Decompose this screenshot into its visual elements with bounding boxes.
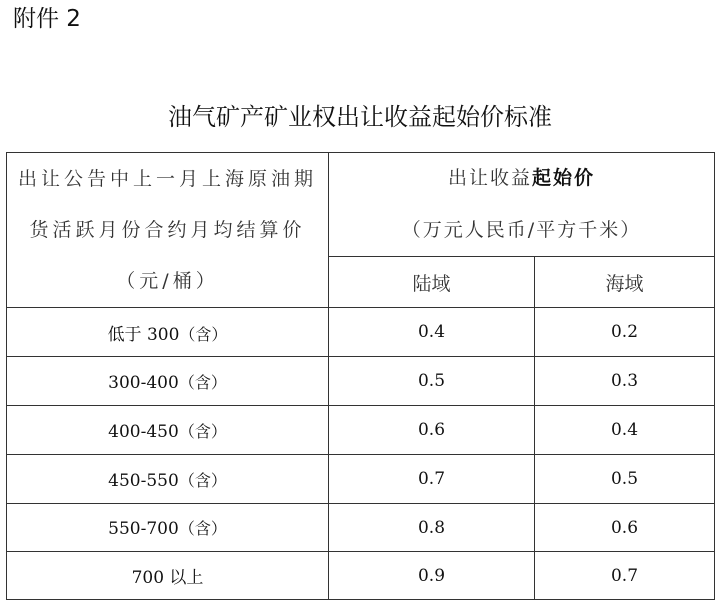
table-row bbox=[7, 308, 715, 357]
oil-price-header-line-3: （元/桶） bbox=[116, 269, 219, 292]
sea-value: 0.5 bbox=[535, 455, 715, 504]
table-row bbox=[7, 357, 715, 406]
price-range: 450-550 bbox=[108, 470, 179, 491]
price-range-cell bbox=[7, 406, 329, 455]
oil-price-header-line-2: 货活跃月份合约月均结算价 bbox=[29, 218, 306, 241]
price-range-cell bbox=[7, 357, 329, 406]
inclusive-note: （含） bbox=[178, 372, 227, 392]
price-range: 300-400 bbox=[108, 372, 179, 393]
sea-value: 0.4 bbox=[535, 406, 715, 455]
price-range: 700 以上 bbox=[131, 568, 204, 588]
attachment-label: 附件 2 bbox=[13, 6, 81, 32]
price-range: 低于 300 bbox=[107, 324, 180, 345]
sea-value: 0.6 bbox=[535, 504, 715, 552]
price-standard-table bbox=[6, 152, 715, 600]
land-value: 0.4 bbox=[329, 308, 535, 357]
sea-value: 0.3 bbox=[535, 357, 715, 406]
inclusive-note: （含） bbox=[178, 470, 227, 490]
table-row bbox=[7, 504, 715, 552]
table-row bbox=[7, 455, 715, 504]
table-row bbox=[7, 552, 715, 600]
land-value: 0.6 bbox=[329, 406, 535, 455]
page-title: 油气矿产矿业权出让收益起始价标准 bbox=[168, 103, 552, 131]
land-value: 0.7 bbox=[329, 455, 535, 504]
land-column-header: 陆域 bbox=[329, 257, 535, 308]
table-row bbox=[7, 406, 715, 455]
starting-price-unit: （万元人民币/平方千米） bbox=[401, 219, 642, 241]
land-value: 0.9 bbox=[329, 552, 535, 600]
price-range: 400-450 bbox=[108, 421, 179, 442]
price-range-cell bbox=[7, 552, 329, 600]
oil-price-header-line-1: 出让公告中上一月上海原油期 bbox=[17, 167, 317, 190]
inclusive-note: （含） bbox=[179, 324, 228, 344]
inclusive-note: （含） bbox=[178, 519, 227, 538]
inclusive-note: （含） bbox=[178, 421, 227, 441]
land-value: 0.8 bbox=[329, 504, 535, 552]
sea-value: 0.7 bbox=[535, 552, 715, 600]
sea-value: 0.2 bbox=[535, 308, 715, 357]
price-range-cell bbox=[7, 455, 329, 504]
starting-price-bold: 起始价 bbox=[532, 167, 596, 189]
starting-price-prefix: 出让收益 bbox=[447, 167, 532, 189]
oil-price-header bbox=[7, 153, 329, 308]
price-range-cell bbox=[7, 504, 329, 552]
price-range: 550-700 bbox=[108, 519, 179, 539]
starting-price-header bbox=[329, 153, 715, 257]
land-value: 0.5 bbox=[329, 357, 535, 406]
price-range-cell bbox=[7, 308, 329, 357]
sea-column-header: 海域 bbox=[535, 257, 715, 308]
starting-price-title bbox=[329, 153, 714, 204]
